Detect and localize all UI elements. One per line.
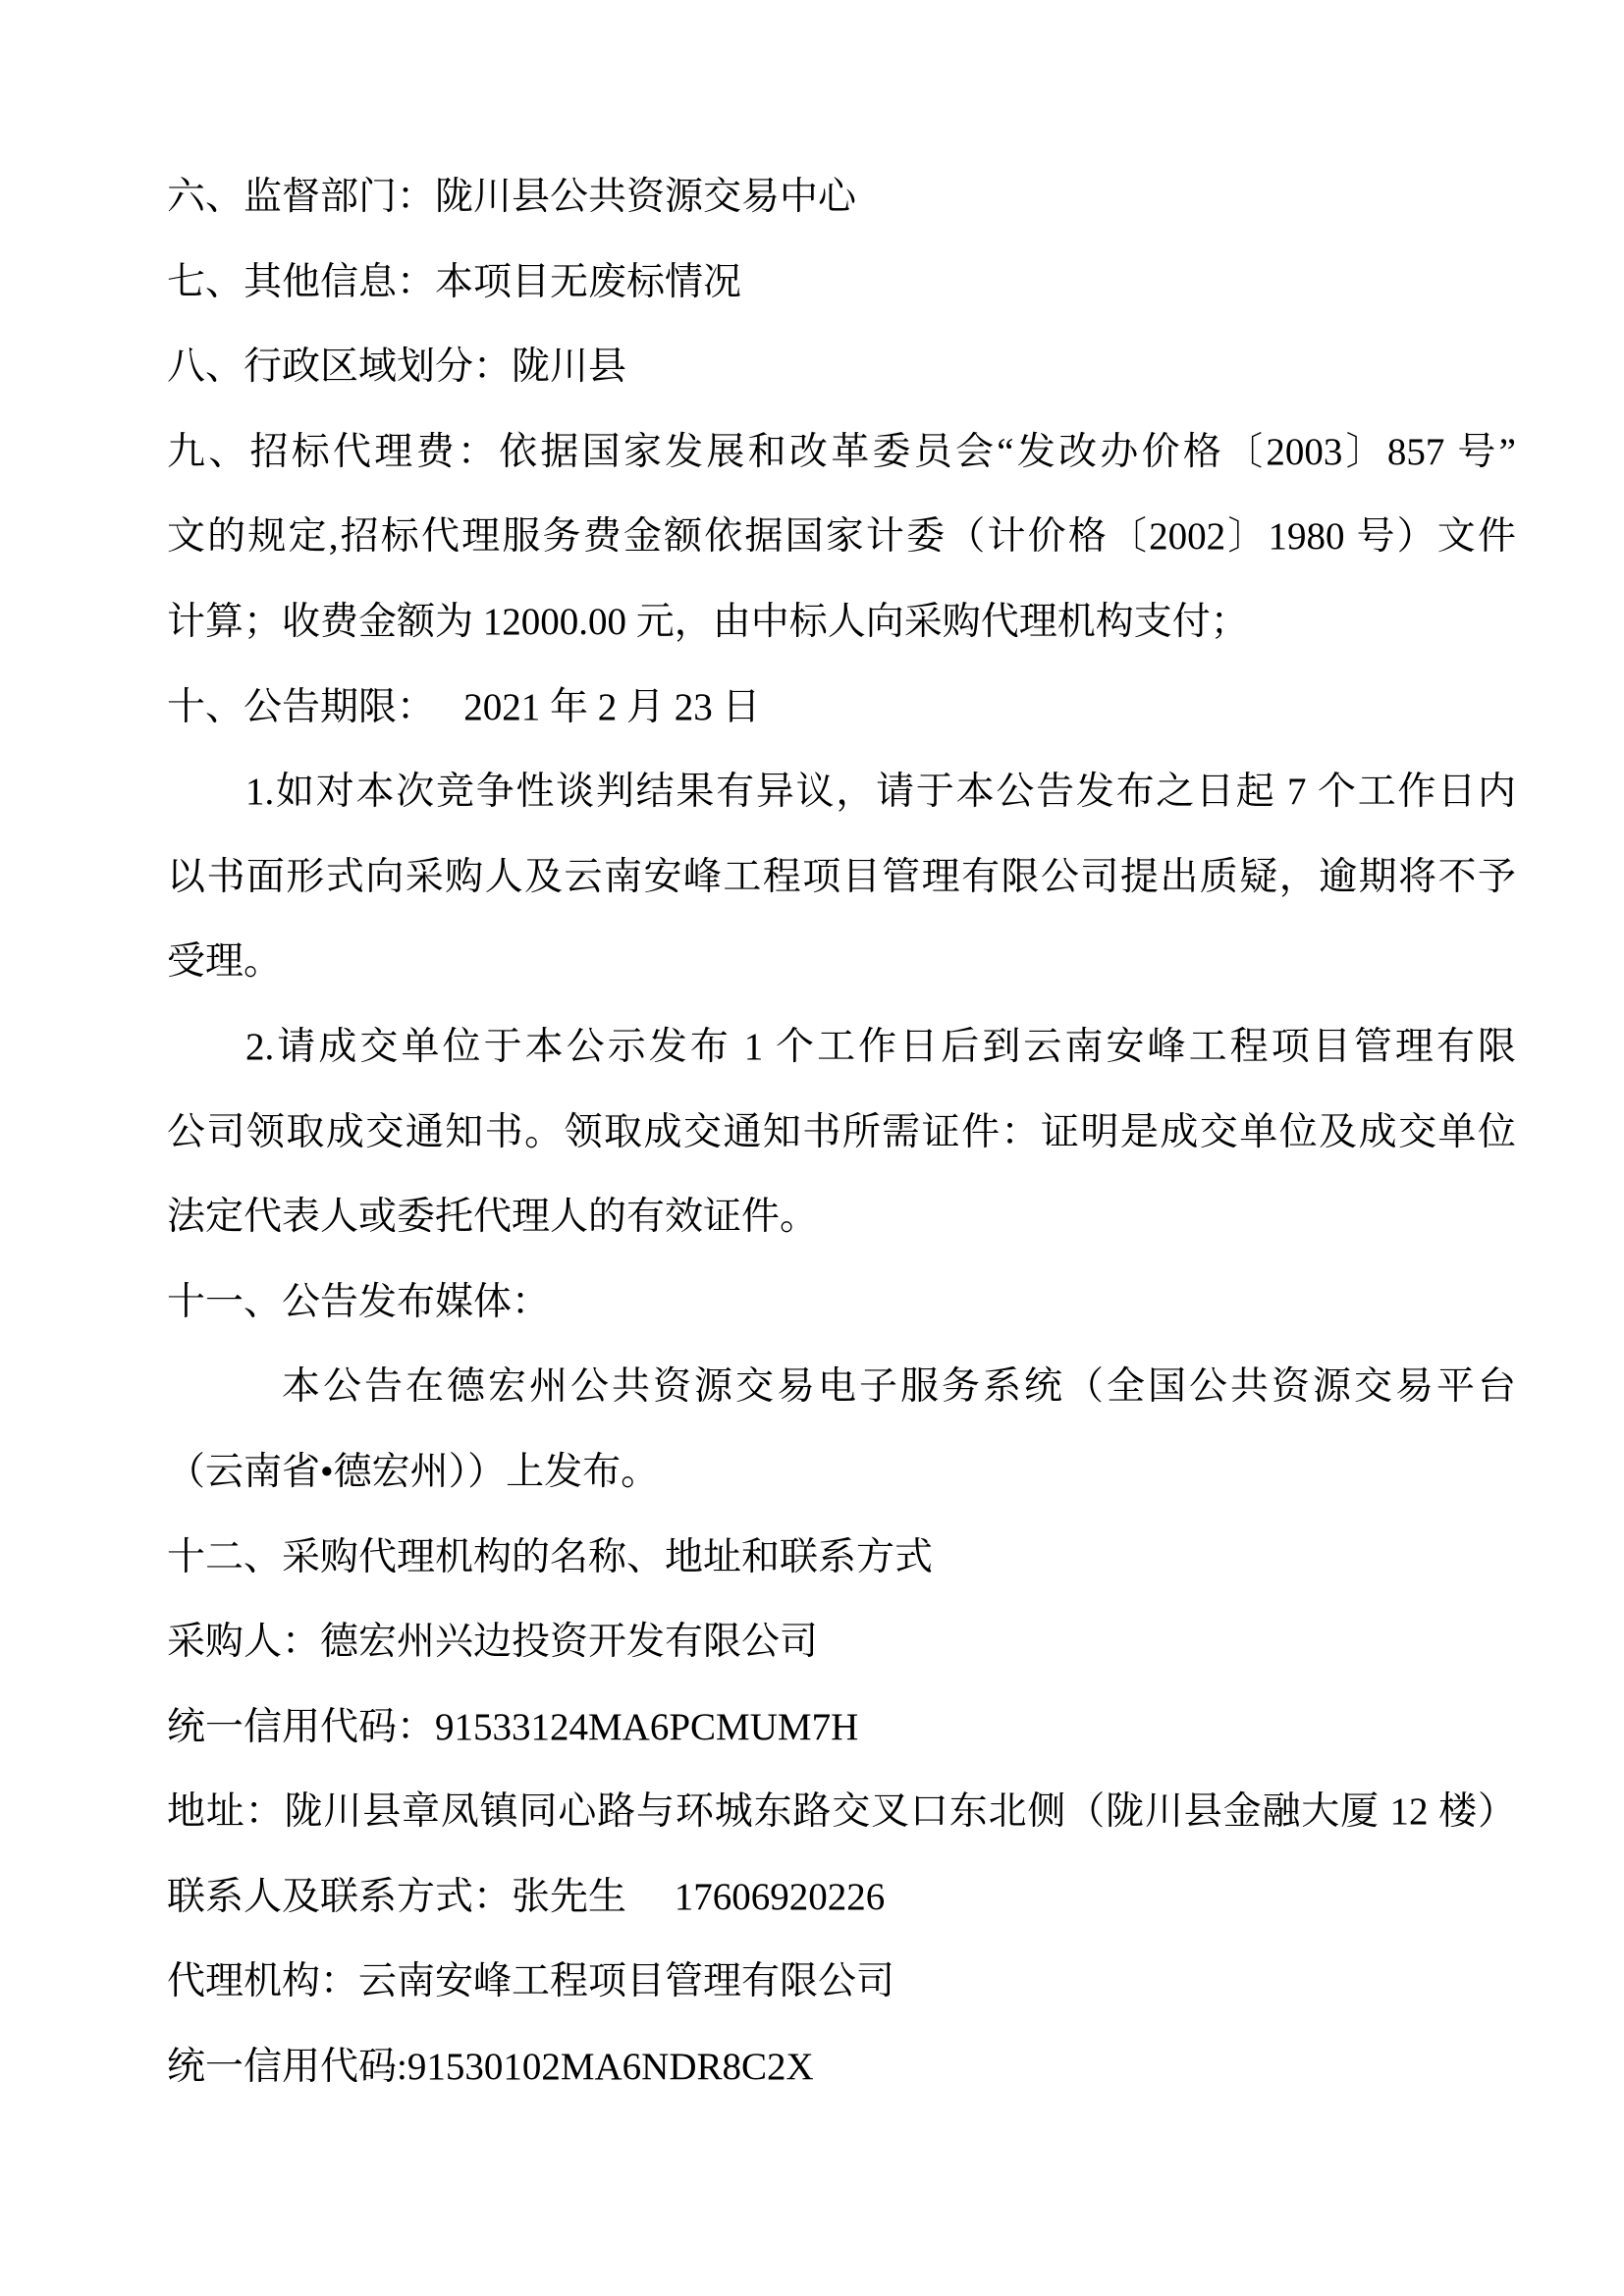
text-line: 七、其他信息：本项目无废标情况: [167, 260, 742, 303]
text-line: 统一信用代码:91530102MA6NDR8C2X: [167, 2046, 814, 2089]
text-line: 十、公告期限： 2021 年 2 月 23 日: [167, 685, 761, 728]
text-line: 本公告在德宏州公共资源交易电子服务系统（全国公共资源交易平台: [282, 1365, 1516, 1409]
text-line: 九、招标代理费：依据国家发展和改革委员会“发改办价格〔2003〕857 号”: [167, 430, 1516, 473]
text-line: 采购人：德宏州兴边投资开发有限公司: [167, 1621, 819, 1664]
text-line: 计算；收费金额为 12000.00 元，由中标人向采购代理机构支付；: [167, 600, 1249, 643]
text-line: 地址：陇川县章凤镇同心路与环城东路交叉口东北侧（陇川县金融大厦 12 楼）: [167, 1790, 1516, 1834]
text-line: 1.如对本次竞争性谈判结果有异议，请于本公告发布之日起 7 个工作日内: [245, 771, 1516, 814]
text-line: （云南省•德宏州））上发布。: [167, 1450, 660, 1493]
text-line: 八、行政区域划分：陇川县: [167, 346, 627, 389]
text-line: 文的规定,招标代理服务费金额依据国家计委（计价格〔2002〕1980 号）文件: [167, 515, 1516, 559]
text-line: 十一、公告发布媒体：: [167, 1280, 551, 1323]
text-line: 法定代表人或委托代理人的有效证件。: [167, 1196, 819, 1239]
text-line: 十二、采购代理机构的名称、地址和联系方式: [167, 1535, 934, 1578]
text-line: 2.请成交单位于本公示发布 1 个工作日后到云南安峰工程项目管理有限: [245, 1025, 1516, 1068]
text-line: 以书面形式向采购人及云南安峰工程项目管理有限公司提出质疑，逾期将不予: [167, 855, 1516, 898]
text-line: 代理机构：云南安峰工程项目管理有限公司: [167, 1960, 895, 2003]
text-line: 统一信用代码：91533124MA6PCMUM7H: [167, 1705, 859, 1748]
document-body: [167, 155, 1516, 2110]
text-line: 受理。: [167, 940, 283, 984]
text-line: 联系人及联系方式：张先生 17606920226: [167, 1875, 886, 1918]
text-line: 公司领取成交通知书。领取成交通知书所需证件：证明是成交单位及成交单位: [167, 1110, 1516, 1153]
text-line: 六、监督部门：陇川县公共资源交易中心: [167, 176, 857, 218]
